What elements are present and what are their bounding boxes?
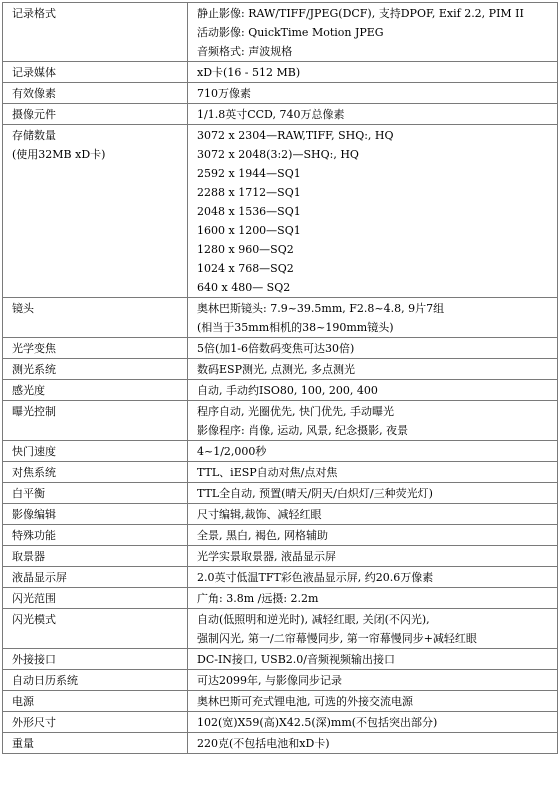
table-row (3, 504, 558, 525)
spec-value-cell (188, 588, 558, 609)
table-row (3, 359, 558, 380)
spec-label-cell (3, 125, 188, 298)
table-row (3, 125, 558, 298)
spec-label-cell (3, 298, 188, 338)
table-row (3, 380, 558, 401)
spec-label: 取景器 (12, 550, 45, 563)
spec-value: 2048 x 1536—SQ1 (197, 205, 301, 218)
spec-value-cell (188, 504, 558, 525)
spec-label: 摄像元件 (12, 108, 56, 121)
spec-value-cell (188, 104, 558, 125)
spec-label-cell (3, 104, 188, 125)
spec-label: 光学变焦 (12, 342, 56, 355)
spec-label: 影像编辑 (12, 508, 56, 521)
spec-value-cell (188, 525, 558, 546)
spec-label: 镜头 (12, 302, 34, 315)
spec-value-cell (188, 691, 558, 712)
spec-label-cell (3, 504, 188, 525)
table-row (3, 525, 558, 546)
spec-value: 程序自动, 光圈优先, 快门优先, 手动曝光 (197, 405, 394, 418)
spec-label-cell (3, 441, 188, 462)
table-row (3, 588, 558, 609)
spec-value-cell (188, 483, 558, 504)
spec-label: 记录格式 (12, 7, 56, 20)
spec-value: 可达2099年, 与影像同步记录 (197, 674, 342, 687)
spec-label-cell (3, 338, 188, 359)
spec-value-cell (188, 609, 558, 649)
spec-label-cell (3, 691, 188, 712)
table-row (3, 441, 558, 462)
spec-value-cell (188, 298, 558, 338)
spec-value: 自动, 手动约ISO80, 100, 200, 400 (197, 384, 378, 397)
spec-value-cell (188, 546, 558, 567)
spec-label-cell (3, 609, 188, 649)
spec-value: 2.0英寸低温TFT彩色液晶显示屏, 约20.6万像素 (197, 571, 434, 584)
spec-value-cell (188, 462, 558, 483)
spec-label: 外接接口 (12, 653, 56, 666)
spec-value: 2592 x 1944—SQ1 (197, 167, 301, 180)
table-row (3, 401, 558, 441)
spec-value-cell (188, 83, 558, 104)
table-row (3, 546, 558, 567)
table-row (3, 670, 558, 691)
spec-label-cell (3, 525, 188, 546)
spec-label: 闪光模式 (12, 613, 56, 626)
spec-value-cell (188, 712, 558, 733)
spec-table-body (3, 3, 558, 754)
spec-value: 静止影像: RAW/TIFF/JPEG(DCF), 支持DPOF, Exif 2.2, PIM II (197, 7, 524, 20)
spec-value-cell (188, 670, 558, 691)
spec-label: 曝光控制 (12, 405, 56, 418)
table-row (3, 3, 558, 62)
spec-label-cell (3, 670, 188, 691)
table-row (3, 483, 558, 504)
table-row (3, 338, 558, 359)
table-row (3, 733, 558, 754)
spec-label: 特殊功能 (12, 529, 56, 542)
spec-label-cell (3, 380, 188, 401)
spec-label-cell (3, 359, 188, 380)
spec-label: 自动日历系统 (12, 674, 78, 687)
table-row (3, 567, 558, 588)
spec-value: 2288 x 1712—SQ1 (197, 186, 301, 199)
spec-value: 640 x 480— SQ2 (197, 281, 291, 294)
spec-value: DC-IN接口, USB2.0/音频视频输出接口 (197, 653, 396, 666)
spec-label: 测光系统 (12, 363, 56, 376)
spec-value: 光学实景取景器, 液晶显示屏 (197, 550, 336, 563)
spec-label-cell (3, 401, 188, 441)
spec-value: 奥林巴斯镜头: 7.9~39.5mm, F2.8~4.8, 9片7组 (197, 302, 445, 315)
table-row (3, 298, 558, 338)
spec-value: 3072 x 2304—RAW,TIFF, SHQ:, HQ (197, 129, 394, 142)
spec-label: 液晶显示屏 (12, 571, 67, 584)
spec-value-cell (188, 380, 558, 401)
spec-label: 电源 (12, 695, 34, 708)
spec-value: 102(宽)X59(高)X42.5(深)mm(不包括突出部分) (197, 716, 438, 729)
spec-label-cell (3, 62, 188, 83)
spec-label: 存储数量 (12, 129, 56, 142)
spec-value-cell (188, 649, 558, 670)
table-row (3, 649, 558, 670)
table-row (3, 83, 558, 104)
table-row (3, 691, 558, 712)
spec-label-cell (3, 567, 188, 588)
spec-label: 记录媒体 (12, 66, 56, 79)
spec-value: TTL全自动, 预置(晴天/阴天/白炽灯/三种荧光灯) (197, 487, 433, 500)
spec-value: 710万像素 (197, 87, 251, 100)
table-row (3, 462, 558, 483)
spec-label: 快门速度 (12, 445, 56, 458)
spec-label-cell (3, 649, 188, 670)
spec-value-cell (188, 441, 558, 462)
spec-value: 奥林巴斯可充式锂电池, 可选的外接交流电源 (197, 695, 413, 708)
spec-value: 自动(低照明和逆光时), 减轻红眼, 关闭(不闪光), (197, 613, 430, 626)
spec-table (2, 2, 558, 754)
table-row (3, 104, 558, 125)
spec-label-cell (3, 83, 188, 104)
spec-value: 广角: 3.8m /远摄: 2.2m (197, 592, 319, 605)
spec-value-cell (188, 733, 558, 754)
spec-value-cell (188, 359, 558, 380)
spec-value: 1280 x 960—SQ2 (197, 243, 294, 256)
spec-label: 白平衡 (12, 487, 45, 500)
spec-label-cell (3, 733, 188, 754)
spec-value-cell (188, 125, 558, 298)
spec-value: xD卡(16 - 512 MB) (197, 66, 301, 79)
spec-value: 数码ESP测光, 点测光, 多点测光 (197, 363, 355, 376)
spec-label-cell (3, 3, 188, 62)
spec-value: 全景, 黑白, 褐色, 网格辅助 (197, 529, 328, 542)
spec-value: TTL、iESP自动对焦/点对焦 (197, 466, 338, 479)
spec-label-cell (3, 588, 188, 609)
spec-label: 感光度 (12, 384, 45, 397)
spec-label-cell (3, 712, 188, 733)
spec-value: 音频格式: 声波规格 (197, 45, 293, 58)
spec-value: 220克(不包括电池和xD卡) (197, 737, 330, 750)
spec-value: 5倍(加1-6倍数码变焦可达30倍) (197, 342, 355, 355)
spec-label: (使用32MB xD卡) (12, 148, 106, 161)
table-row (3, 62, 558, 83)
spec-value: 1/1.8英寸CCD, 740万总像素 (197, 108, 345, 121)
spec-value: 3072 x 2048(3:2)—SHQ:, HQ (197, 148, 359, 161)
spec-value: 1024 x 768—SQ2 (197, 262, 294, 275)
spec-label: 对焦系统 (12, 466, 56, 479)
spec-value-cell (188, 401, 558, 441)
spec-label-cell (3, 462, 188, 483)
spec-label: 外形尺寸 (12, 716, 56, 729)
spec-value-cell (188, 338, 558, 359)
spec-label: 重量 (12, 737, 34, 750)
spec-value: 强制闪光, 第一/二帘幕慢同步, 第一帘幕慢同步+减轻红眼 (197, 632, 477, 645)
spec-label: 有效像素 (12, 87, 56, 100)
spec-label: 闪光范围 (12, 592, 56, 605)
spec-label-cell (3, 546, 188, 567)
spec-value: 尺寸编辑,裁饰、减轻红眼 (197, 508, 322, 521)
table-row (3, 712, 558, 733)
spec-value: 4~1/2,000秒 (197, 445, 267, 458)
spec-value-cell (188, 3, 558, 62)
spec-value: 1600 x 1200—SQ1 (197, 224, 301, 237)
spec-value: 活动影像: QuickTime Motion JPEG (197, 26, 384, 39)
spec-label-cell (3, 483, 188, 504)
spec-value-cell (188, 62, 558, 83)
spec-value: (相当于35mm相机的38~190mm镜头) (197, 321, 394, 334)
table-row (3, 609, 558, 649)
spec-value: 影像程序: 肖像, 运动, 风景, 纪念摄影, 夜景 (197, 424, 409, 437)
spec-value-cell (188, 567, 558, 588)
